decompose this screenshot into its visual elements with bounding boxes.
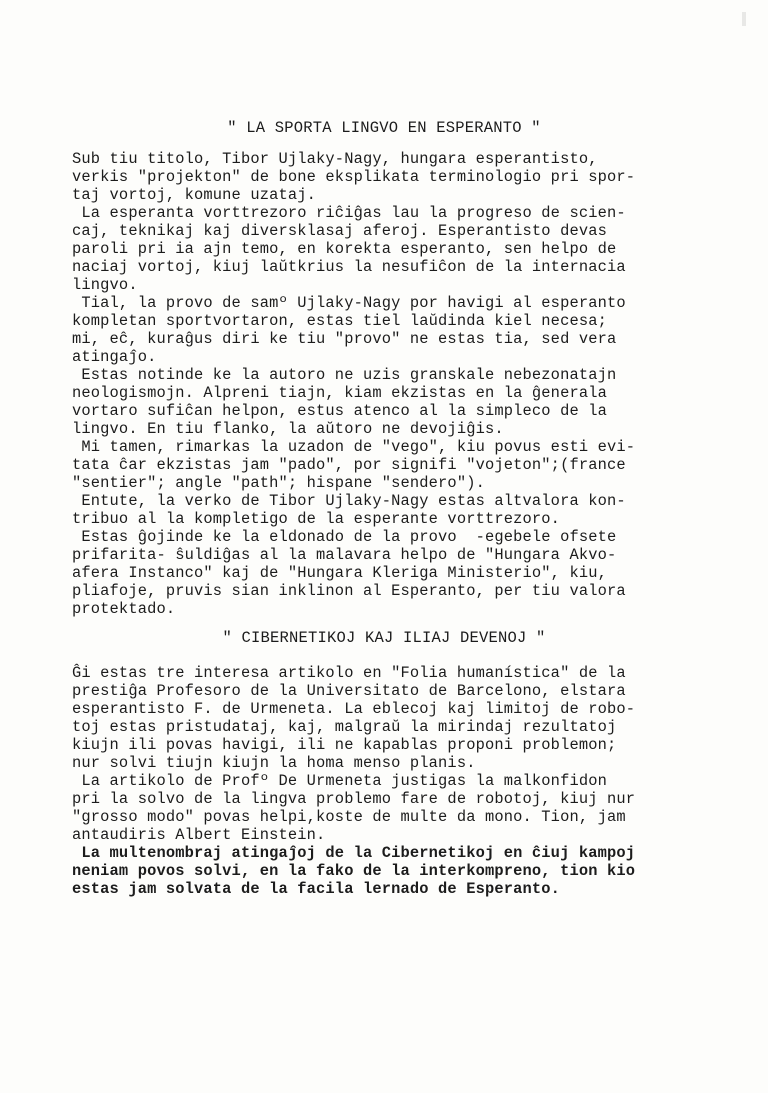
text-line: kompletan sportvortaron, estas tiel laŭdinda kiel necesa; [72,312,607,330]
text-line: tata ĉar ekzistas jam "pado", por signifi "vojeton";(france [72,456,626,474]
text-line: Mi tamen, rimarkas la uzadon de "vego", kiu povus esti evi- [72,438,636,456]
text-line: mi, eĉ, kuraĝus diri ke tiu "provo" ne estas tia, sed vera [72,330,617,348]
text-line: toj estas pristudataj, kaj, malgraŭ la mirindaj rezultatoj [72,718,617,736]
text-line: "sentier"; angle "path"; hispane "sendero"). [72,474,485,492]
text-line: Sub tiu titolo, Tibor Ujlaky-Nagy, hungara esperantisto, [72,150,598,168]
text-line: Ĝi estas tre interesa artikolo en "Folia humanística" de la [72,664,626,682]
text-line: La esperanta vorttrezoro riĉiĝas lau la progreso de scien- [72,204,626,222]
text-line: Estas ĝojinde ke la eldonado de la provo -egebele ofsete [72,528,617,546]
section-title-cibernetikoj: " CIBERNETIKOJ KAJ ILIAJ DEVENOJ " [222,629,546,647]
text-line: nur solvi tiujn kiujn la homa menso planis. [72,754,476,772]
text-line: protektado. [72,600,176,618]
text-line: Tial, la provo de samº Ujlaky-Nagy por havigi al esperanto [72,294,626,312]
text-line: paroli pri ia ajn temo, en korekta esperanto, sen helpo de [72,240,617,258]
text-line: pliafoje, pruvis sian inklinon al Esperanto, per tiu valora [72,582,626,600]
text-line: kiujn ili povas havigi, ili ne kapablas proponi problemon; [72,736,617,754]
scan-margin-mark [742,12,746,26]
section-body-sporta-lingvo [72,150,742,618]
section-body-cibernetikoj [72,664,742,898]
text-line: Estas notinde ke la autoro ne uzis granskale nebezonatajn [72,366,617,384]
text-line: naciaj vortoj, kiuj laŭtkrius la nesufiĉon de la internacia [72,258,626,276]
text-line: antaudiris Albert Einstein. [72,826,326,844]
text-line: prifarita- ŝuldiĝas al la malavara helpo de "Hungara Akvo- [72,546,617,564]
text-line: La multenombraj atingaĵoj de la Cibernetikoj en ĉiuj kampoj [72,844,636,862]
text-line: vortaro sufiĉan helpon, estus atenco al la simpleco de la [72,402,607,420]
text-line: estas jam solvata de la facila lernado de Esperanto. [72,880,561,898]
text-line: "grosso modo" povas helpi,koste de multe da mono. Tion, jam [72,808,626,826]
text-line: neniam povos solvi, en la fako de la interkompreno, tion kio [72,862,636,880]
text-line: Entute, la verko de Tibor Ujlaky-Nagy estas altvalora kon- [72,492,626,510]
text-line: lingvo. En tiu flanko, la aŭtoro ne devojiĝis. [72,420,504,438]
text-line: neologismojn. Alpreni tiajn, kiam ekzistas en la ĝenerala [72,384,607,402]
text-line: tribuo al la kompletigo de la esperante vorttrezoro. [72,510,561,528]
text-line: lingvo. [72,276,138,294]
text-line: prestiĝa Profesoro de la Universitato de Barcelono, elstara [72,682,626,700]
text-line: La artikolo de Profº De Urmeneta justigas la malkonfidon [72,772,607,790]
text-line: taj vortoj, komune uzataj. [72,186,317,204]
text-line: afera Instanco" kaj de "Hungara Kleriga Ministerio", kiu, [72,564,607,582]
text-line: verkis "projekton" de bone eksplikata terminologio pri spor- [72,168,636,186]
text-line: esperantisto F. de Urmeneta. La eblecoj kaj limitoj de robo- [72,700,636,718]
text-line: pri la solvo de la lingva problemo fare de robotoj, kiuj nur [72,790,636,808]
section-title-sporta-lingvo: " LA SPORTA LINGVO EN ESPERANTO " [227,119,541,137]
text-line: atingaĵo. [72,348,157,366]
text-line: caj, teknikaj kaj diversklasaj aferoj. Esperantisto devas [72,222,607,240]
